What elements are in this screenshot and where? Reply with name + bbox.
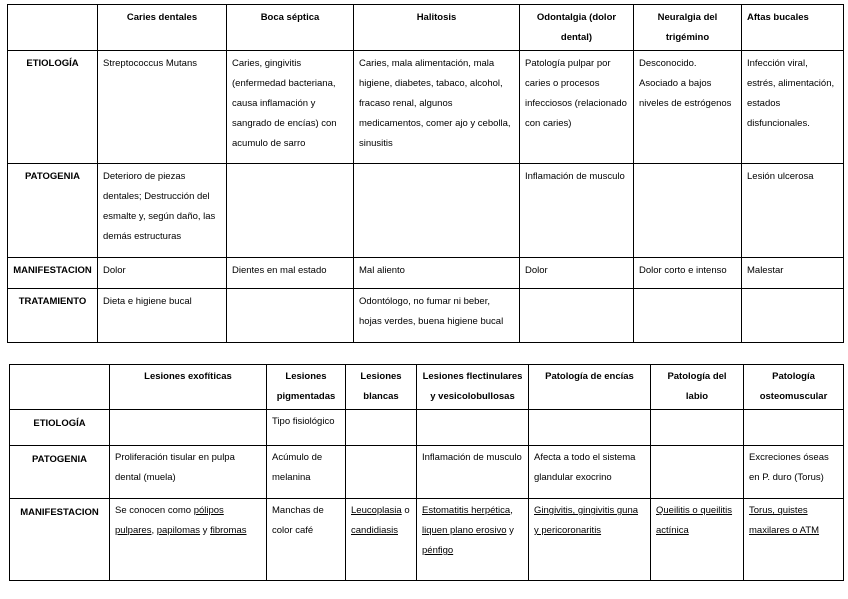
link-fibromas[interactable]: fibromas xyxy=(210,525,247,536)
table-cell xyxy=(651,410,744,446)
table1-row-patogenia xyxy=(8,164,844,258)
table-cell xyxy=(529,499,651,581)
cell-text: o xyxy=(401,505,410,516)
table-cell xyxy=(742,289,844,343)
table-cell: Dolor xyxy=(98,258,227,289)
table-cell xyxy=(346,499,417,581)
cell-text: Se conocen como xyxy=(115,505,194,516)
link-queilitis[interactable]: Queilitis o queilitis actínica xyxy=(656,505,733,536)
table1-row-manifestacion xyxy=(8,258,844,289)
table-cell: Lesión ulcerosa xyxy=(742,164,844,258)
table-cell xyxy=(346,410,417,446)
cell-text: y xyxy=(506,525,514,536)
table1-header-caries: Caries dentales xyxy=(98,5,227,51)
table-cell: Inflamación de musculo xyxy=(520,164,634,258)
link-papilomas[interactable]: papilomas xyxy=(156,525,201,536)
table-cell xyxy=(110,410,267,446)
table1-header-row xyxy=(8,5,844,51)
table-cell xyxy=(417,410,529,446)
table-cell xyxy=(520,289,634,343)
table-cell: Tipo fisiológico xyxy=(267,410,346,446)
table-cell: Odontólogo, no fumar ni beber, hojas verdes, buena higiene bucal xyxy=(354,289,520,343)
table-cell xyxy=(346,446,417,499)
table1-header-boca-septica: Boca séptica xyxy=(227,5,354,51)
table-cell: Dientes en mal estado xyxy=(227,258,354,289)
table2-header-labio: Patología del labio xyxy=(651,365,744,410)
cell-text: , xyxy=(510,505,513,516)
table2-header-pigmentadas: Lesiones pigmentadas xyxy=(267,365,346,410)
row-label: PATOGENIA xyxy=(10,446,110,499)
row-label: TRATAMIENTO xyxy=(8,289,98,343)
table-cell xyxy=(354,164,520,258)
table1-header-aftas: Aftas bucales xyxy=(742,5,844,51)
table-cell: Inflamación de musculo xyxy=(417,446,529,499)
table-cell: Caries, mala alimentación, mala higiene, diabetes, tabaco, alcohol, fracaso renal, algunos medicamentos, comer ajo y cebolla, sinusitis xyxy=(354,51,520,164)
table2-header-flectinulares: Lesiones flectinulares y vesicolobullosas xyxy=(417,365,529,410)
table-cell: Streptococcus Mutans xyxy=(98,51,227,164)
table-cell: Deterioro de piezas dentales; Destrucción del esmalte y, según daño, las demás estructuras xyxy=(98,164,227,258)
cell-text: y xyxy=(200,525,211,536)
table-cell xyxy=(744,499,844,581)
row-label: MANIFESTACION xyxy=(8,258,98,289)
table-cell: Infección viral, estrés, alimentación, estados disfuncionales. xyxy=(742,51,844,164)
row-label: MANIFESTACION xyxy=(10,499,110,581)
link-penfigo[interactable]: pénfigo xyxy=(422,545,454,556)
table-cell xyxy=(651,499,744,581)
table1-header-halitosis: Halitosis xyxy=(354,5,520,51)
row-label: PATOGENIA xyxy=(8,164,98,258)
table-cell xyxy=(744,410,844,446)
link-estomatitis-herpetica[interactable]: Estomatitis herpética xyxy=(422,505,511,516)
table1-row-tratamiento xyxy=(8,289,844,343)
table-cell: Desconocido. Asociado a bajos niveles de estrógenos xyxy=(634,51,742,164)
table-cell: Dolor corto e intenso xyxy=(634,258,742,289)
table-cell xyxy=(651,446,744,499)
table1-header-corner xyxy=(8,5,98,51)
table2-row-etiologia xyxy=(10,410,844,446)
row-label: ETIOLOGÍA xyxy=(10,410,110,446)
link-polipos-pulpares[interactable]: pólipos pulpares xyxy=(115,505,224,536)
cell-text: , xyxy=(151,525,157,536)
table1-header-odontalgia: Odontalgia (dolor dental) xyxy=(520,5,634,51)
link-gingivitis[interactable]: Gingivitis, gingivitis guna y pericoronaritis xyxy=(534,505,639,536)
table-cell: Patología pulpar por caries o procesos infecciosos (relacionado con caries) xyxy=(520,51,634,164)
row-label: ETIOLOGÍA xyxy=(8,51,98,164)
table2-header-blancas: Lesiones blancas xyxy=(346,365,417,410)
link-torus[interactable]: Torus, quistes maxilares o ATM xyxy=(749,505,820,536)
table-cell: Mal aliento xyxy=(354,258,520,289)
table-cell xyxy=(417,499,529,581)
table2-header-osteomuscular: Patología osteomuscular xyxy=(744,365,844,410)
table-cell: Acúmulo de melanina xyxy=(267,446,346,499)
link-liquen-plano[interactable]: liquen plano erosivo xyxy=(422,525,507,536)
table2-header-row xyxy=(10,365,844,410)
table2-row-patogenia xyxy=(10,446,844,499)
table2-header-encias: Patología de encías xyxy=(529,365,651,410)
table-cell xyxy=(110,499,267,581)
table-cell: Dolor xyxy=(520,258,634,289)
link-candidiasis[interactable]: candidiasis xyxy=(351,525,398,536)
table2-header-corner xyxy=(10,365,110,410)
table-cell: Caries, gingivitis (enfermedad bacteriana, causa inflamación y sangrado de encías) con acumulo de sarro xyxy=(227,51,354,164)
table-cell xyxy=(227,164,354,258)
table-cell xyxy=(634,164,742,258)
table-cell: Afecta a todo el sistema glandular exocrino xyxy=(529,446,651,499)
table2-header-exofiticas: Lesiones exofíticas xyxy=(110,365,267,410)
disease-table-1 xyxy=(7,4,844,343)
table-cell xyxy=(227,289,354,343)
table-cell xyxy=(634,289,742,343)
table-cell xyxy=(529,410,651,446)
table-cell: Excreciones óseas en P. duro (Torus) xyxy=(744,446,844,499)
table-cell: Manchas de color café xyxy=(267,499,346,581)
table1-header-neuralgia: Neuralgia del trigémino xyxy=(634,5,742,51)
disease-table-2 xyxy=(9,364,844,581)
link-leucoplasia[interactable]: Leucoplasia xyxy=(351,505,402,516)
table-cell: Malestar xyxy=(742,258,844,289)
table-cell: Proliferación tisular en pulpa dental (muela) xyxy=(110,446,267,499)
table-cell: Dieta e higiene bucal xyxy=(98,289,227,343)
table1-row-etiologia xyxy=(8,51,844,164)
table2-row-manifestacion xyxy=(10,499,844,581)
